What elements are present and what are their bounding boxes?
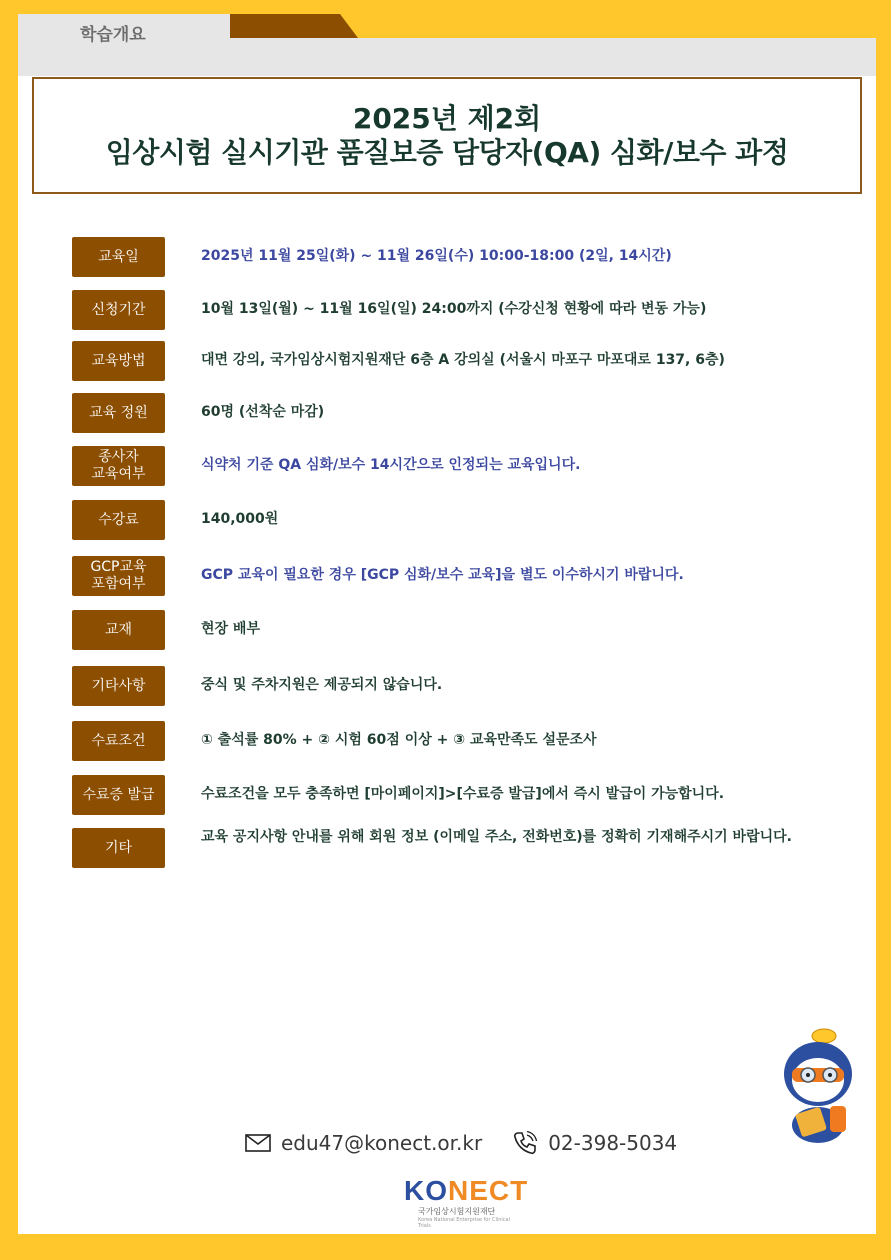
title-line-1: 2025년 제2회 bbox=[352, 101, 542, 135]
row-label: 교육 정원 bbox=[72, 393, 165, 433]
mail-icon bbox=[245, 1134, 271, 1152]
row-label: 교육일 bbox=[72, 237, 165, 277]
row-value: 대면 강의, 국가임상시험지원재단 6층 A 강의실 (서울시 마포구 마포대로 137, 6층) bbox=[201, 352, 725, 368]
row-value: 수료조건을 모두 충족하면 [마이페이지]>[수료증 발급]에서 즉시 발급이 가능합니다. bbox=[201, 786, 725, 802]
row-value: ① 출석률 80% + ② 시험 60점 이상 + ③ 교육만족도 설문조사 bbox=[201, 732, 597, 748]
top-band bbox=[18, 38, 876, 76]
title-line-2: 임상시험 실시기관 품질보증 담당자(QA) 심화/보수 과정 bbox=[105, 135, 789, 169]
row-label: 교육방법 bbox=[72, 341, 165, 381]
row-label: 기타 bbox=[72, 828, 165, 868]
row-label: GCP교육 포함여부 bbox=[72, 556, 165, 596]
tab-accent bbox=[208, 14, 358, 38]
row-value: 60명 (선착순 마감) bbox=[201, 404, 325, 420]
row-label: 수강료 bbox=[72, 500, 165, 540]
title-box bbox=[32, 77, 862, 194]
row-label: 기타사항 bbox=[72, 666, 165, 706]
mascot-illustration bbox=[778, 1028, 858, 1148]
row-value: GCP 교육이 필요한 경우 [GCP 심화/보수 교육]을 별도 이수하시기 바랍니다. bbox=[201, 567, 684, 583]
tab-label: 학습개요 bbox=[80, 25, 146, 45]
logo-subtitle: 국가임상시험지원재단 bbox=[418, 1207, 496, 1216]
row-value: 140,000원 bbox=[201, 511, 279, 527]
row-value: 현장 배부 bbox=[201, 621, 260, 637]
row-label: 종사자 교육여부 bbox=[72, 446, 165, 486]
row-label: 신청기간 bbox=[72, 290, 165, 330]
row-value: 10월 13일(월) ~ 11월 16일(일) 24:00까지 (수강신청 현황에 따라 변동 가능) bbox=[201, 301, 707, 317]
row-value: 2025년 11월 25일(화) ~ 11월 26일(수) 10:00-18:00 (2일, 14시간) bbox=[201, 248, 672, 264]
row-value: 교육 공지사항 안내를 위해 회원 정보 (이메일 주소, 전화번호)를 정확히 기재해주시기 바랍니다. bbox=[201, 829, 792, 845]
phone-icon bbox=[512, 1130, 538, 1156]
row-label: 수료증 발급 bbox=[72, 775, 165, 815]
contact-phone[interactable] bbox=[512, 1130, 677, 1156]
email-text: edu47@konect.or.kr bbox=[281, 1131, 483, 1155]
contact-bar bbox=[245, 1130, 707, 1156]
logo-wordmark: KONECT bbox=[404, 1175, 529, 1206]
row-value: 식약처 기준 QA 심화/보수 14시간으로 인정되는 교육입니다. bbox=[201, 457, 581, 473]
row-label: 수료조건 bbox=[72, 721, 165, 761]
phone-text: 02-398-5034 bbox=[548, 1131, 678, 1155]
contact-email[interactable] bbox=[245, 1131, 482, 1155]
row-value: 중식 및 주차지원은 제공되지 않습니다. bbox=[201, 677, 443, 693]
row-label: 교재 bbox=[72, 610, 165, 650]
konect-logo bbox=[404, 1175, 529, 1229]
logo-subtitle-en: Korea National Enterprise for Clinical Trials bbox=[418, 1217, 510, 1229]
